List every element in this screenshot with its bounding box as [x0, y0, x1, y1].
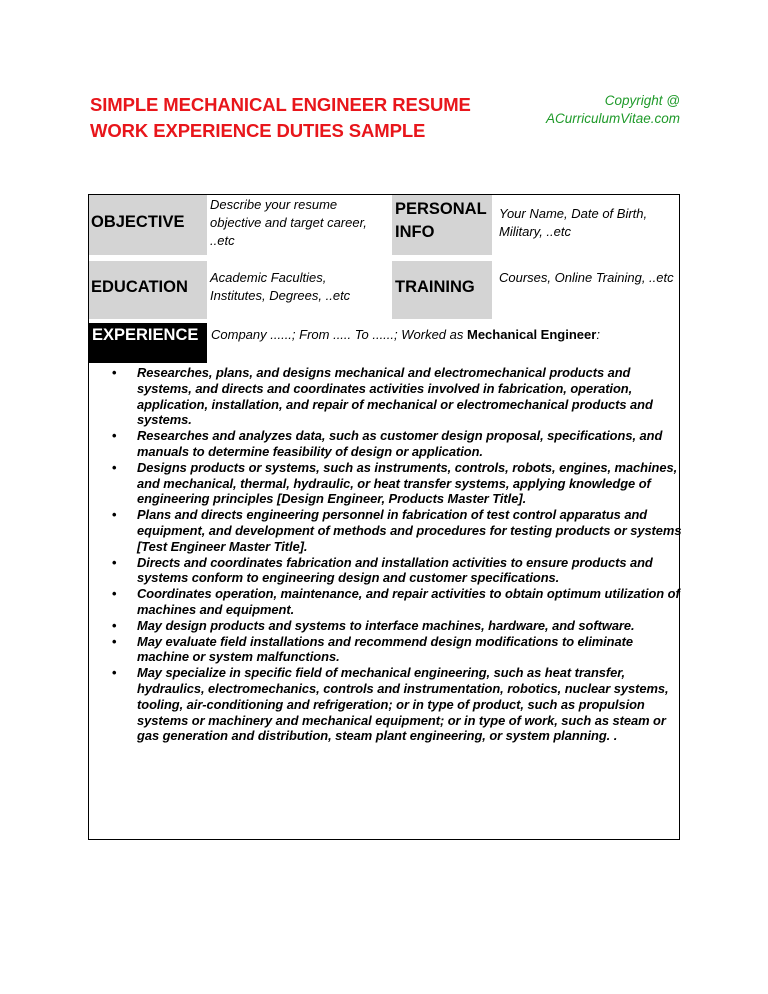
duty-item [112, 665, 682, 744]
duty-item [112, 586, 682, 618]
education-label: EDUCATION [91, 278, 188, 296]
duty-item [112, 428, 682, 460]
training-label-cell [392, 261, 492, 319]
duty-item [112, 365, 682, 428]
duty-text: May evaluate field installations and recommend design modifications to eliminate machine or system malfunctions. [137, 633, 633, 665]
duty-text: Designs products or systems, such as instruments, controls, robots, engines, machines, and mechanical, thermal, hydraulic, or heat transfer systems, applying knowledge of engineering principles [Design Engineer, Products Master Title]. [137, 459, 678, 507]
objective-label: OBJECTIVE [91, 213, 185, 231]
personal-info-label [395, 198, 487, 244]
duty-item [112, 555, 682, 587]
duty-text: Directs and coordinates fabrication and installation activities to ensure products and systems conform to engineering design and customer specifications. [137, 554, 653, 586]
copyright-notice [520, 92, 680, 128]
duty-item [112, 618, 682, 634]
duties-list [112, 365, 682, 744]
duty-text: Researches and analyzes data, such as customer design proposal, specifications, and manuals to determine feasibility of design or application. [137, 428, 663, 459]
personal-info-label-line-1: PERSONAL [395, 200, 487, 218]
education-description: Academic Faculties, Institutes, Degrees, ..etc [210, 270, 351, 303]
personal-info-label-cell [392, 195, 492, 255]
resume-table [88, 194, 680, 840]
experience-company-line: Company ......; From ..... To ......; Worked as [211, 327, 467, 342]
duty-item [112, 634, 682, 666]
title-line-1: SIMPLE MECHANICAL ENGINEER RESUME [90, 94, 471, 115]
duty-text: Plans and directs engineering personnel in fabrication of test control apparatus and equipment, and development of methods and procedures for testing products or systems [Test Engineer Master Title]. [137, 507, 682, 554]
bullet-icon: • [112, 554, 117, 570]
experience-job-title: Mechanical Engineer [466, 327, 597, 342]
bullet-icon: • [112, 365, 117, 380]
objective-description: Describe your resume objective and target career, ..etc [210, 197, 367, 248]
bullet-icon: • [112, 617, 117, 633]
personal-info-description: Your Name, Date of Birth, Military, ..etc [499, 206, 648, 239]
duty-item [112, 460, 682, 507]
personal-info-label-line-2: INFO [395, 223, 435, 241]
title-line-2: WORK EXPERIENCE DUTIES SAMPLE [90, 120, 426, 141]
bullet-icon: • [112, 665, 117, 681]
objective-label-cell [89, 195, 207, 255]
copyright-site: ACurriculumVitae.com [545, 111, 680, 126]
duty-text: May specialize in specific field of mechanical engineering, such as heat transfer, hydraulics, electromechanics, controls and instrumentation, robotics, nuclear systems, tooling, air-conditioning and refrigeration; or in type of product, such as propulsion systems or machinery and mechanical equipment; or in type of work, such as steam or gas generation and distribution, steam plant engineering, or system planning. . [137, 665, 669, 744]
bullet-icon: • [112, 633, 117, 649]
copyright-label: Copyright @ [604, 93, 680, 108]
experience-line [211, 326, 676, 344]
training-label: TRAINING [395, 278, 475, 296]
duty-text: Researches, plans, and designs mechanical and electromechanical products and systems, and directs and coordinates activities involved in fabrication, operation, application, installation, and repair of mechanical or electromechanical products and systems. [137, 365, 653, 428]
duty-item [112, 507, 682, 554]
training-description: Courses, Online Training, ..etc [499, 270, 674, 285]
duty-text: Coordinates operation, maintenance, and repair activities to obtain optimum utilization of machines and equipment. [137, 586, 680, 617]
bullet-icon: • [112, 428, 117, 444]
bullet-icon: • [112, 586, 117, 602]
bullet-icon: • [112, 459, 117, 475]
experience-label: EXPERIENCE [89, 323, 207, 363]
education-label-cell [89, 261, 207, 319]
experience-line-suffix: : [596, 327, 600, 342]
document-title [90, 92, 540, 144]
duty-text: May design products and systems to interface machines, hardware, and software. [137, 617, 635, 633]
bullet-icon: • [112, 507, 117, 523]
